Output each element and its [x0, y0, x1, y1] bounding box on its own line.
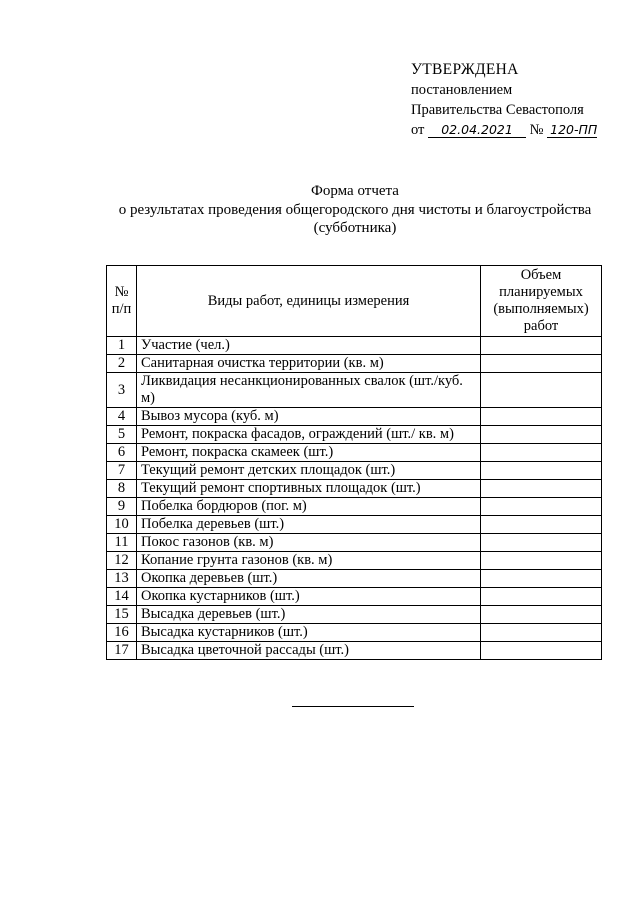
approval-line-resolution: постановлением — [411, 82, 513, 98]
row-volume[interactable] — [481, 498, 602, 516]
row-work: Высадка кустарников (шт.) — [137, 624, 481, 642]
approval-number: 120-ПП — [547, 122, 597, 138]
approval-block — [411, 60, 597, 140]
row-volume[interactable] — [481, 355, 602, 373]
row-number: 16 — [107, 624, 137, 642]
header-volume: Объем планируемых (выполняемых) работ — [481, 266, 602, 337]
table-row — [107, 642, 602, 660]
date-prefix: от — [411, 122, 425, 138]
row-number: 15 — [107, 606, 137, 624]
row-work: Окопка деревьев (шт.) — [137, 570, 481, 588]
report-table — [106, 265, 602, 660]
table-row — [107, 624, 602, 642]
row-volume[interactable] — [481, 480, 602, 498]
table-row — [107, 444, 602, 462]
table-row — [107, 588, 602, 606]
table-row — [107, 480, 602, 498]
row-work: Высадка цветочной рассады (шт.) — [137, 642, 481, 660]
row-volume[interactable] — [481, 606, 602, 624]
row-work: Ремонт, покраска фасадов, ограждений (шт./ кв. м) — [137, 426, 481, 444]
form-title-line3: (субботника) — [313, 220, 397, 236]
row-number: 1 — [107, 337, 137, 355]
form-title-line2: о результатах проведения общегородского дня чистоты и благоустройства — [118, 201, 592, 218]
approval-date: 02.04.2021 — [428, 122, 526, 138]
row-work: Побелка бордюров (пог. м) — [137, 498, 481, 516]
table-row — [107, 462, 602, 480]
header-work: Виды работ, единицы измерения — [137, 266, 481, 337]
table-row — [107, 516, 602, 534]
row-work: Ликвидация несанкционированных свалок (шт./куб. м) — [137, 373, 481, 408]
row-number: 2 — [107, 355, 137, 373]
bottom-divider — [292, 706, 414, 707]
row-work: Ремонт, покраска скамеек (шт.) — [137, 444, 481, 462]
row-number: 3 — [107, 373, 137, 408]
row-volume[interactable] — [481, 337, 602, 355]
row-volume[interactable] — [481, 534, 602, 552]
row-number: 14 — [107, 588, 137, 606]
table-row — [107, 534, 602, 552]
table-row — [107, 552, 602, 570]
row-work: Участие (чел.) — [137, 337, 481, 355]
approval-line-government: Правительства Севастополя — [411, 102, 584, 118]
row-volume[interactable] — [481, 444, 602, 462]
row-work: Высадка деревьев (шт.) — [137, 606, 481, 624]
row-work: Текущий ремонт детских площадок (шт.) — [137, 462, 481, 480]
row-number: 13 — [107, 570, 137, 588]
row-number: 7 — [107, 462, 137, 480]
row-volume[interactable] — [481, 642, 602, 660]
row-number: 8 — [107, 480, 137, 498]
header-number: № п/п — [107, 266, 137, 337]
row-number: 12 — [107, 552, 137, 570]
row-volume[interactable] — [481, 552, 602, 570]
row-work: Текущий ремонт спортивных площадок (шт.) — [137, 480, 481, 498]
table-row — [107, 498, 602, 516]
row-number: 5 — [107, 426, 137, 444]
table-body — [107, 337, 602, 660]
row-number: 10 — [107, 516, 137, 534]
number-prefix: № — [529, 122, 544, 138]
table-row — [107, 355, 602, 373]
row-volume[interactable] — [481, 426, 602, 444]
approval-date-line — [411, 120, 597, 140]
form-title-line1: Форма отчета — [311, 183, 399, 199]
row-volume[interactable] — [481, 373, 602, 408]
row-number: 11 — [107, 534, 137, 552]
row-work: Санитарная очистка территории (кв. м) — [137, 355, 481, 373]
approval-title: УТВЕРЖДЕНА — [411, 61, 519, 78]
table-row — [107, 570, 602, 588]
row-volume[interactable] — [481, 408, 602, 426]
table-row — [107, 426, 602, 444]
row-number: 4 — [107, 408, 137, 426]
row-volume[interactable] — [481, 624, 602, 642]
row-volume[interactable] — [481, 570, 602, 588]
row-work: Вывоз мусора (куб. м) — [137, 408, 481, 426]
row-number: 6 — [107, 444, 137, 462]
table-header-row — [107, 266, 602, 337]
row-volume[interactable] — [481, 462, 602, 480]
form-title — [100, 182, 610, 238]
row-volume[interactable] — [481, 588, 602, 606]
row-work: Побелка деревьев (шт.) — [137, 516, 481, 534]
row-work: Окопка кустарников (шт.) — [137, 588, 481, 606]
table-row — [107, 337, 602, 355]
row-number: 9 — [107, 498, 137, 516]
row-work: Копание грунта газонов (кв. м) — [137, 552, 481, 570]
table-row — [107, 408, 602, 426]
row-number: 17 — [107, 642, 137, 660]
row-work: Покос газонов (кв. м) — [137, 534, 481, 552]
table-row — [107, 606, 602, 624]
table-row — [107, 373, 602, 408]
row-volume[interactable] — [481, 516, 602, 534]
